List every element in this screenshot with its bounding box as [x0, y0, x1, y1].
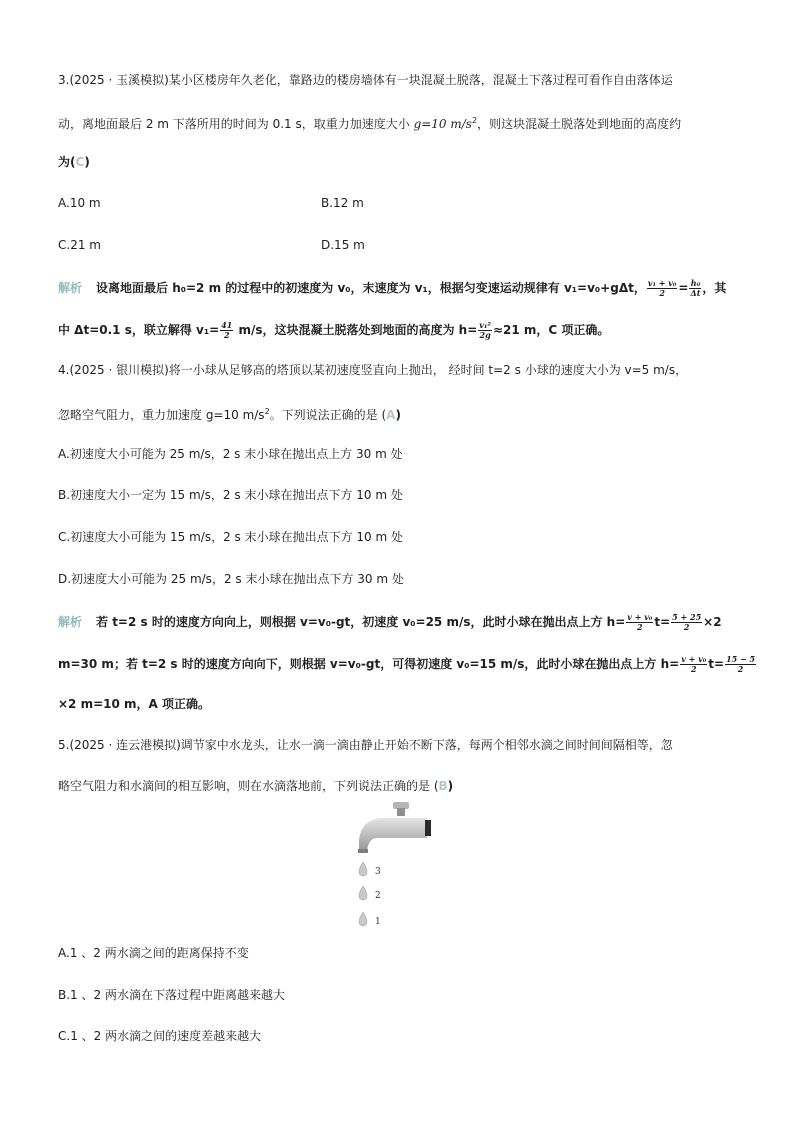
q4-option-a: A.初速度大小可能为 25 m/s，2 s 末小球在抛出点上方 30 m 处 [58, 447, 403, 461]
q3-solution-line1: 解析 设离地面最后 h₀=2 m 的过程中的初速度为 v₀，末速度为 v₁，根据匀变速运动规律有 v₁=v₀+gΔt， $\frac{\text{v₁ + v₀}}{2}$ = $\frac{\text{h₀}}{\Delta t}$ ，其 [58, 278, 727, 298]
q3-answer: C [75, 155, 85, 169]
q4-stem-line1: 4.(2025 · 银川模拟)将一小球从足够高的塔顶以某初速度竖直向上抛出， 经时间 t=2 s 小球的速度大小为 v=5 m/s， [58, 363, 688, 377]
q4-answer: A [386, 408, 396, 422]
q3-solution-line2: 中 Δt=0.1 s，联立解得 v₁= $\frac{41}{2}$ m/s，这块混凝土脱落处到地面的高度为 h= $\frac{\text{v₁²}}{2g}$ ≈21 m，C 项正确。 [58, 320, 610, 340]
q3-option-b: B.12 m [321, 196, 364, 210]
faucet-icon [358, 802, 431, 853]
q5-answer: B [438, 779, 448, 793]
drop-label-1: 1 [375, 917, 381, 927]
q4-solution-line2: m=30 m；若 t=2 s 时的速度方向向下，则根据 v=v₀-gt，可得初速度 v₀=15 m/s，此时小球在抛出点上方 h= $\frac{\text{v + v₀}}{2}$ t= $\frac{15 - 5}{2}$ [58, 654, 756, 674]
q3-option-a: A.10 m [58, 196, 101, 210]
drop-label-3: 3 [375, 867, 381, 877]
q4-solution-label: 解析 [58, 615, 83, 629]
drop-label-2: 2 [375, 891, 381, 901]
q4-option-b: B.初速度大小一定为 15 m/s，2 s 末小球在抛出点下方 10 m 处 [58, 488, 403, 502]
q5-stem-line1: 5.(2025 · 连云港模拟)调节家中水龙头，让水一滴一滴由静止开始不断下落，每两个相邻水滴之间时间间隔相等，忽 [58, 738, 673, 752]
q3-option-c: C.21 m [58, 238, 101, 252]
q5-stem-line2: 略空气阻力和水滴间的相互影响，则在水滴落地前，下列说法正确的是 (B) [58, 779, 454, 793]
q4-option-c: C.初速度大小可能为 15 m/s，2 s 末小球在抛出点下方 10 m 处 [58, 530, 403, 544]
water-drop-2-icon [359, 886, 367, 900]
q3-stem-line2: 动，离地面最后 2 m 下落所用的时间为 0.1 s，取重力加速度大小 g=10 $m/s^2$，则这块混凝土脱落处到地面的高度约 [58, 116, 682, 131]
faucet-illustration [355, 802, 435, 932]
q4-solution-line1: 解析 若 t=2 s 时的速度方向向上，则根据 v=v₀-gt，初速度 v₀=25 m/s，此时小球在抛出点上方 h= $\frac{\text{v + v₀}}{2}$ t= $\frac{5 + 25}{2}$ ×2 [58, 612, 722, 632]
q5-option-a: A.1 、2 两水滴之间的距离保持不变 [58, 946, 249, 960]
q3-stem-line3: 为(C) [58, 155, 90, 169]
q4-solution-line3: ×2 m=10 m，A 项正确。 [58, 697, 210, 711]
q5-option-b: B.1 、2 两水滴在下落过程中距离越来越大 [58, 988, 285, 1002]
q3-option-d: D.15 m [321, 238, 365, 252]
q3-solution-label: 解析 [58, 281, 83, 295]
q4-option-d: D.初速度大小可能为 25 m/s，2 s 末小球在抛出点下方 30 m 处 [58, 572, 404, 586]
water-drop-1-icon [359, 912, 367, 926]
q5-option-c: C.1 、2 两水滴之间的速度差越来越大 [58, 1029, 262, 1043]
q3-stem-line1: 3.(2025 · 玉溪模拟)某小区楼房年久老化，靠路边的楼房墙体有一块混凝土脱落，混凝土下落过程可看作自由落体运 [58, 73, 673, 87]
q4-stem-line2: 忽略空气阻力，重力加速度 g=10 $m/s^2$。下列说法正确的是 (A) [58, 407, 401, 422]
water-drop-3-icon [359, 862, 367, 876]
